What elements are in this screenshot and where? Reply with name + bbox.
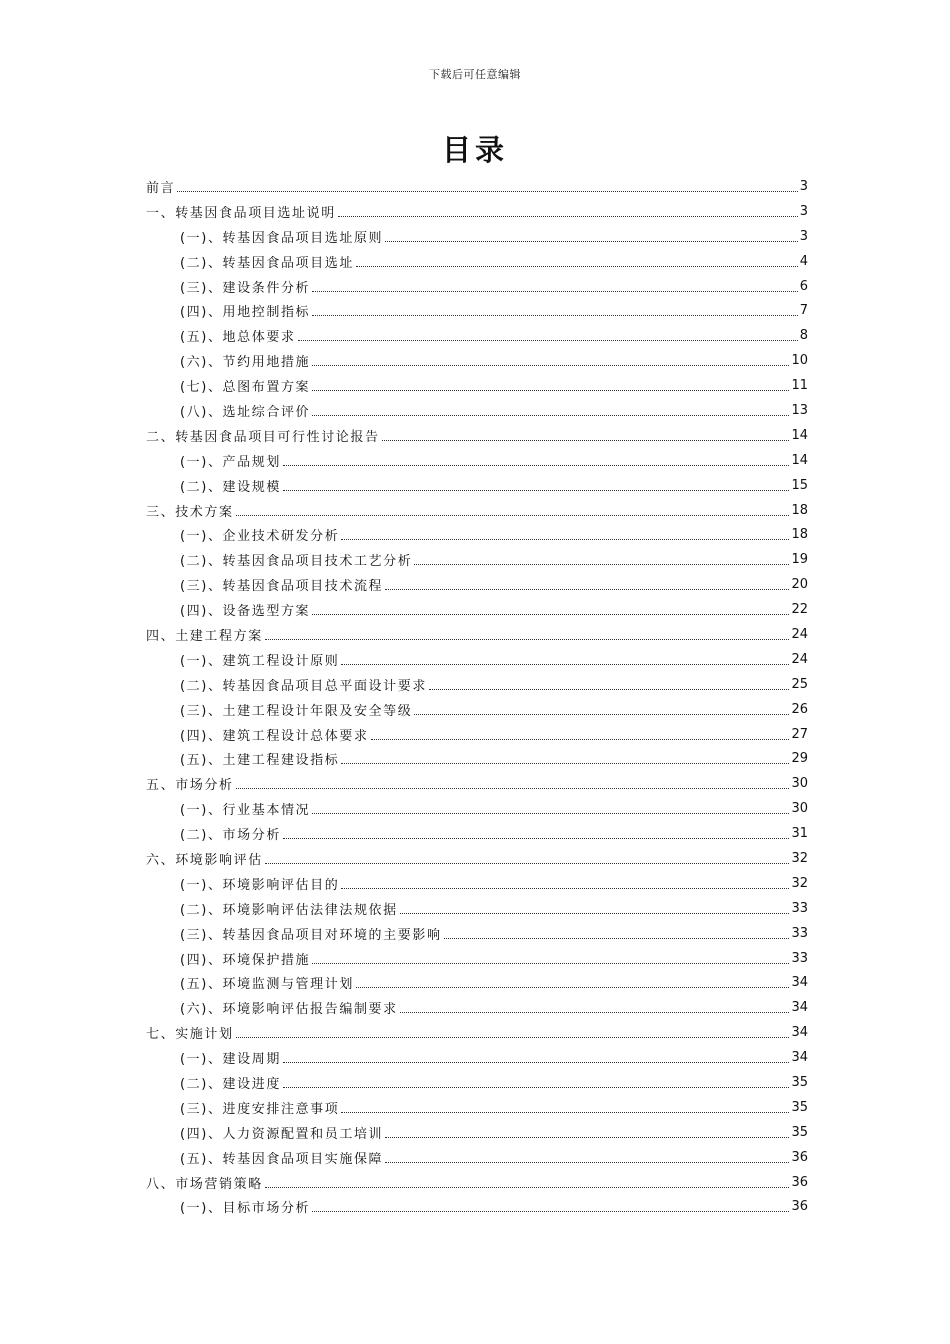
toc-entry-page-number: 35 — [791, 1099, 808, 1115]
toc-dot-leader — [265, 862, 790, 864]
toc-entry-title: 三、技术方案 — [146, 504, 234, 520]
toc-entry-page-number: 20 — [791, 577, 808, 593]
toc-dot-leader — [382, 439, 790, 441]
toc-entry-page-number: 36 — [791, 1174, 808, 1190]
toc-entry-page-number: 19 — [791, 552, 808, 568]
toc-dot-leader — [265, 1186, 790, 1188]
toc-entry[interactable] — [146, 722, 808, 747]
toc-entry-page-number: 18 — [791, 527, 808, 543]
toc-entry[interactable] — [146, 224, 808, 249]
toc-entry-page-number: 32 — [791, 875, 808, 891]
toc-entry-page-number: 3 — [799, 203, 808, 219]
toc-entry-title: (四)、环境保护措施 — [180, 952, 311, 968]
toc-dot-leader — [341, 538, 789, 540]
toc-entry-page-number: 33 — [791, 925, 808, 941]
toc-entry-title: (四)、建筑工程设计总体要求 — [180, 728, 369, 744]
toc-dot-leader — [236, 1036, 790, 1038]
toc-entry-page-number: 35 — [791, 1075, 808, 1090]
toc-entry[interactable] — [146, 547, 808, 572]
toc-entry-page-number: 24 — [791, 626, 808, 642]
toc-entry-title: (二)、环境影响评估法律法规依据 — [180, 902, 398, 918]
toc-entry-page-number: 30 — [791, 801, 808, 817]
toc-entry-title: (一)、建设周期 — [180, 1052, 281, 1068]
toc-entry[interactable] — [146, 697, 808, 722]
toc-entry-page-number: 33 — [791, 950, 808, 966]
toc-entry[interactable] — [146, 1195, 808, 1220]
toc-entry-page-number: 14 — [791, 427, 808, 443]
toc-entry-title: 前言 — [146, 180, 176, 196]
toc-entry-title: (五)、转基因食品项目实施保障 — [180, 1151, 384, 1167]
toc-entry[interactable] — [146, 174, 808, 199]
toc-dot-leader — [312, 1210, 789, 1212]
table-of-contents — [146, 174, 808, 1219]
toc-entry[interactable] — [146, 249, 808, 274]
toc-dot-leader — [236, 514, 790, 516]
toc-entry[interactable] — [146, 796, 808, 821]
toc-dot-leader — [338, 215, 798, 217]
toc-entry-page-number: 15 — [791, 477, 808, 493]
toc-entry[interactable] — [146, 274, 808, 299]
toc-entry[interactable] — [146, 298, 808, 323]
toc-dot-leader — [298, 339, 798, 341]
toc-dot-leader — [265, 638, 790, 640]
toc-entry[interactable] — [146, 846, 808, 871]
toc-entry[interactable] — [146, 871, 808, 896]
toc-dot-leader — [385, 1136, 789, 1138]
toc-entry-page-number: 36 — [791, 1149, 808, 1165]
toc-entry-title: (七)、总图布置方案 — [180, 380, 311, 396]
toc-entry-title: 六、环境影响评估 — [146, 852, 263, 868]
toc-entry[interactable] — [146, 323, 808, 348]
toc-entry-title: (二)、建设进度 — [180, 1077, 281, 1092]
toc-entry-title: (四)、用地控制指标 — [180, 305, 311, 321]
toc-entry-page-number: 32 — [791, 850, 808, 866]
toc-entry[interactable] — [146, 821, 808, 846]
toc-entry-title: (六)、节约用地措施 — [180, 355, 311, 371]
toc-dot-leader — [429, 688, 790, 690]
toc-dot-leader — [312, 290, 798, 292]
toc-dot-leader — [341, 887, 789, 889]
toc-entry-page-number: 30 — [791, 776, 808, 792]
toc-entry-page-number: 10 — [791, 353, 808, 369]
toc-dot-leader — [414, 713, 789, 715]
toc-entry[interactable] — [146, 597, 808, 622]
toc-entry-title: 一、转基因食品项目选址说明 — [146, 205, 336, 221]
toc-dot-leader — [312, 812, 789, 814]
toc-entry[interactable] — [146, 1020, 808, 1045]
toc-entry-title: (一)、企业技术研发分析 — [180, 529, 340, 545]
toc-entry[interactable] — [146, 1070, 808, 1095]
toc-entry-page-number: 4 — [799, 253, 808, 269]
toc-dot-leader — [341, 1111, 789, 1113]
toc-entry[interactable] — [146, 672, 808, 697]
toc-entry-page-number: 34 — [791, 1000, 808, 1016]
toc-entry-title: (二)、转基因食品项目总平面设计要求 — [180, 678, 427, 694]
toc-entry-page-number: 27 — [791, 726, 808, 742]
toc-entry-page-number: 6 — [799, 278, 808, 294]
toc-entry[interactable] — [146, 1170, 808, 1195]
toc-entry-page-number: 34 — [791, 1050, 808, 1066]
toc-dot-leader — [400, 912, 790, 914]
toc-entry-title: (三)、进度安排注意事项 — [180, 1101, 340, 1117]
toc-entry-page-number: 3 — [799, 228, 808, 244]
toc-entry[interactable] — [146, 946, 808, 971]
toc-dot-leader — [283, 489, 790, 491]
toc-dot-leader — [341, 762, 789, 764]
toc-entry-title: (二)、转基因食品项目选址 — [180, 255, 354, 271]
toc-entry[interactable] — [146, 398, 808, 423]
toc-entry[interactable] — [146, 498, 808, 523]
toc-dot-leader — [356, 265, 798, 267]
toc-entry-page-number: 29 — [791, 751, 808, 767]
toc-dot-leader — [312, 613, 789, 615]
toc-entry[interactable] — [146, 423, 808, 448]
toc-dot-leader — [312, 314, 798, 316]
toc-entry[interactable] — [146, 995, 808, 1020]
toc-entry[interactable] — [146, 921, 808, 946]
toc-dot-leader — [341, 663, 789, 665]
toc-entry-page-number: 11 — [791, 378, 808, 394]
toc-entry[interactable] — [146, 199, 808, 224]
toc-entry[interactable] — [146, 373, 808, 398]
toc-entry-page-number: 3 — [799, 178, 808, 194]
toc-entry-title: (四)、设备选型方案 — [180, 604, 311, 620]
toc-dot-leader — [312, 364, 789, 366]
toc-entry-page-number: 34 — [791, 975, 808, 991]
toc-dot-leader — [371, 738, 790, 740]
toc-entry[interactable] — [146, 1120, 808, 1145]
toc-dot-leader — [400, 1011, 790, 1013]
toc-entry-page-number: 7 — [799, 303, 808, 319]
toc-entry[interactable] — [146, 522, 808, 547]
toc-entry[interactable] — [146, 647, 808, 672]
toc-entry[interactable] — [146, 1145, 808, 1170]
toc-entry[interactable] — [146, 622, 808, 647]
toc-dot-leader — [236, 787, 790, 789]
toc-dot-leader — [444, 937, 790, 939]
toc-entry-title: (四)、人力资源配置和员工培训 — [180, 1126, 384, 1142]
toc-dot-leader — [312, 414, 789, 416]
toc-dot-leader — [385, 1161, 789, 1163]
toc-entry[interactable] — [146, 1045, 808, 1070]
toc-entry-page-number: 8 — [799, 328, 808, 344]
toc-entry-page-number: 24 — [791, 651, 808, 667]
toc-entry-title: (二)、市场分析 — [180, 828, 281, 844]
toc-entry[interactable] — [146, 971, 808, 996]
toc-title: 目录 — [441, 133, 508, 167]
toc-entry-title: 八、市场营销策略 — [146, 1176, 263, 1192]
toc-entry-title: (三)、转基因食品项目技术流程 — [180, 579, 384, 595]
toc-entry-title: (三)、土建工程设计年限及安全等级 — [180, 703, 413, 719]
toc-dot-leader — [312, 389, 789, 391]
toc-entry-title: (一)、建筑工程设计原则 — [180, 653, 340, 669]
toc-entry-title: (五)、土建工程建设指标 — [180, 753, 340, 769]
toc-entry[interactable] — [146, 448, 808, 473]
toc-entry-page-number: 36 — [791, 1199, 808, 1215]
toc-dot-leader — [283, 464, 790, 466]
toc-entry-title: (六)、环境影响评估报告编制要求 — [180, 1002, 398, 1018]
toc-entry-title: (一)、目标市场分析 — [180, 1201, 311, 1217]
toc-entry-title: 二、转基因食品项目可行性讨论报告 — [146, 429, 380, 445]
toc-entry[interactable] — [146, 1095, 808, 1120]
toc-dot-leader — [385, 588, 789, 590]
toc-entry[interactable] — [146, 746, 808, 771]
toc-entry-page-number: 31 — [791, 826, 808, 842]
toc-entry-title: 五、市场分析 — [146, 778, 234, 794]
toc-entry-title: (三)、建设条件分析 — [180, 280, 311, 296]
toc-dot-leader — [283, 1061, 790, 1063]
toc-entry-title: (一)、产品规划 — [180, 454, 281, 470]
toc-entry-title: (一)、行业基本情况 — [180, 803, 311, 819]
toc-dot-leader — [312, 962, 789, 964]
toc-entry-page-number: 22 — [791, 602, 808, 618]
toc-entry-page-number: 13 — [791, 402, 808, 418]
toc-entry-title: (二)、建设规模 — [180, 479, 281, 495]
toc-entry-title: (二)、转基因食品项目技术工艺分析 — [180, 554, 413, 570]
toc-entry-title: 四、土建工程方案 — [146, 628, 263, 644]
toc-entry-page-number: 26 — [791, 701, 808, 717]
toc-entry-title: (三)、转基因食品项目对环境的主要影响 — [180, 927, 442, 943]
toc-entry-title: (八)、选址综合评价 — [180, 404, 311, 420]
toc-dot-leader — [283, 1086, 790, 1088]
toc-entry-title: 七、实施计划 — [146, 1027, 234, 1043]
toc-entry-title: (五)、地总体要求 — [180, 330, 296, 346]
toc-entry-page-number: 33 — [791, 900, 808, 916]
header-note: 下载后可任意编辑 — [429, 68, 521, 81]
toc-entry[interactable] — [146, 572, 808, 597]
toc-dot-leader — [356, 986, 790, 988]
toc-entry[interactable] — [146, 473, 808, 498]
toc-entry-page-number: 25 — [791, 676, 808, 692]
toc-entry-title: (一)、转基因食品项目选址原则 — [180, 230, 384, 246]
toc-entry-title: (五)、环境监测与管理计划 — [180, 977, 354, 993]
toc-entry-page-number: 18 — [791, 502, 808, 518]
toc-entry[interactable] — [146, 348, 808, 373]
toc-dot-leader — [414, 563, 789, 565]
toc-entry-page-number: 35 — [791, 1124, 808, 1140]
toc-entry-page-number: 34 — [791, 1025, 808, 1041]
toc-entry-title: (一)、环境影响评估目的 — [180, 877, 340, 893]
toc-entry[interactable] — [146, 896, 808, 921]
toc-dot-leader — [385, 240, 798, 242]
toc-dot-leader — [283, 837, 790, 839]
toc-entry-page-number: 14 — [791, 452, 808, 468]
toc-dot-leader — [177, 190, 798, 192]
toc-entry[interactable] — [146, 771, 808, 796]
